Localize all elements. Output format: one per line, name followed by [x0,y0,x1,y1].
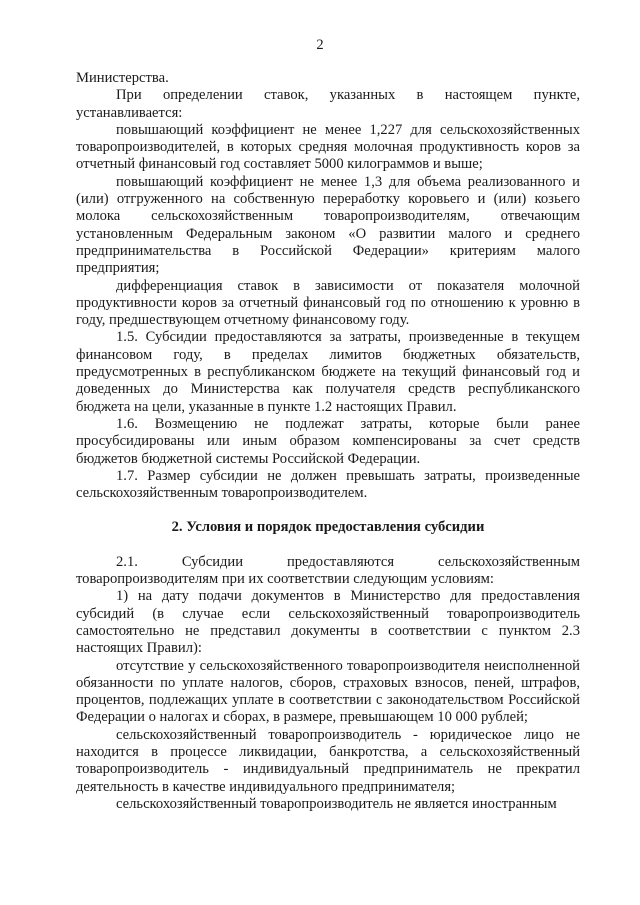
paragraph: дифференциация ставок в зависимости от показателя молочной продуктивности коров за отчетный финансовый год по отношению к уровню в году, предшествующем отчетному финансовому году. [76,277,580,329]
section-heading: 2. Условия и порядок предоставления субсидии [171,519,485,536]
paragraph: При определении ставок, указанных в настоящем пункте, устанавливается: [76,87,580,121]
page-number: 2 [316,37,324,53]
paragraph: 1.6. Возмещению не подлежат затраты, которые были ранее просубсидированы или иным образом компенсированы за счет средств бюджетов бюджетной системы Российской Федерации. [76,415,580,467]
paragraph: сельскохозяйственный товаропроизводитель - юридическое лицо не находится в процессе ликвидации, банкротства, а сельскохозяйственный товаропроизводитель - индивидуальный предприниматель не прекратил деятельность в качестве индивидуального предпринимателя; [76,726,580,795]
paragraph: повышающий коэффициент не менее 1,227 для сельскохозяйственных товаропроизводителей, в которых средняя молочная продуктивность коров за отчетный финансовый год составляет 5000 килограммов и выше; [76,121,580,173]
paragraph: 1.5. Субсидии предоставляются за затраты, произведенные в текущем финансовом году, в пределах лимитов бюджетных обязательств, предусмотренных в республиканском бюджете на текущий финансовый год и доведенных до Министерства как получателя средств республиканского бюджета на цели, указанные в пункте 1.2 настоящих Правил. [76,329,580,415]
paragraph: отсутствие у сельскохозяйственного товаропроизводителя неисполненной обязанности по уплате налогов, сборов, страховых взносов, пеней, штрафов, процентов, подлежащих уплате в соответствии с законодательством Российской Федерации о налогах и сборах, в размере, превышающем 10 000 рублей; [76,657,580,726]
paragraph: повышающий коэффициент не менее 1,3 для объема реализованного и (или) отгруженного на собственную переработку коровьего и (или) козьего молока сельскохозяйственным товаропроизводителям, отвечающим установленным Федеральным законом «О развитии малого и среднего предпринимательства в Российской Федерации» критериям малого предприятия; [76,173,580,277]
paragraph: 1) на дату подачи документов в Министерство для предоставления субсидий (в случае если сельскохозяйственный товаропроизводитель самостоятельно не представил документы в соответствии с пунктом 2.3 настоящих Правил): [76,588,580,657]
document-body [76,70,580,813]
paragraph: сельскохозяйственный товаропроизводитель не является иностранным [116,795,557,812]
paragraph: Министерства. [76,70,169,86]
paragraph: 2.1. Субсидии предоставляются сельскохозяйственным товаропроизводителям при их соответствии следующим условиям: [76,553,580,588]
paragraph: 1.7. Размер субсидии не должен превышать затраты, произведенные сельскохозяйственным товаропроизводителем. [76,467,580,502]
